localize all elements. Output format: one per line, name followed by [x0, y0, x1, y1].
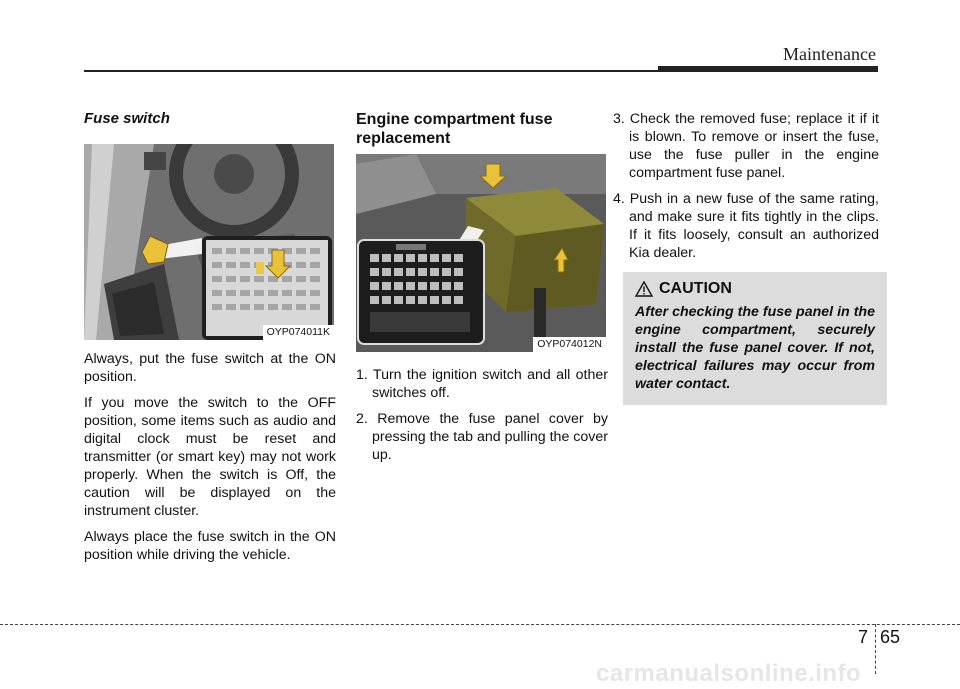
header-rule-accent — [658, 66, 878, 72]
list-item: 2. Remove the fuse panel cover by pressing the tab and pulling the cover up. — [356, 411, 608, 463]
page-number: 65 — [880, 627, 901, 647]
fuse-switch-illustration — [84, 144, 334, 340]
list-item: 1. Turn the ignition switch and all other switches off. — [356, 367, 608, 401]
list-item: 3. Check the removed fuse; replace it if it is blown. To remove or insert the fuse, use the fuse puller in the engine compartment fuse panel. — [613, 111, 879, 181]
steps-list — [613, 110, 879, 262]
running-header: Maintenance — [783, 44, 876, 64]
paragraph: If you move the switch to the OFF position, some items such as audio and digital clock must be reset and transmitter (or smart key) may not work properly. When the switch is Off, the caution will be displayed on the instrument cluster. — [84, 395, 336, 519]
engine-fuse-figure — [356, 154, 606, 352]
fuse-switch-figure — [84, 144, 334, 340]
caution-box — [623, 272, 887, 405]
footer-divider — [875, 624, 876, 674]
fuse-switch-heading: Fuse switch — [84, 110, 170, 127]
chapter-number: 7 — [858, 627, 869, 647]
caution-label: CAUTION — [659, 280, 732, 297]
list-item: 4. Push in a new fuse of the same rating, and make sure it fits tightly in the clips. If it fits loosely, consult an authorized Kia dealer. — [613, 191, 879, 261]
column-engine-fuse — [356, 110, 608, 472]
header-rule — [84, 70, 658, 72]
footer-rule — [0, 624, 960, 625]
paragraph: Always place the fuse switch in the ON position while driving the vehicle. — [84, 529, 336, 563]
caution-text: After checking the fuse panel in the engine compartment, securely install the fuse panel cover. If not, electrical failures may occur from water contact. — [635, 304, 875, 392]
column-fuse-steps — [613, 110, 879, 405]
paragraph: Always, put the fuse switch at the ON position. — [84, 351, 336, 385]
watermark: carmanualsonline.info — [596, 660, 862, 687]
caution-title — [635, 280, 875, 298]
engine-fuse-illustration — [356, 154, 606, 352]
engine-fuse-heading: Engine compartment fuse replacement — [356, 111, 553, 147]
figure-code: OYP074012N — [533, 337, 606, 352]
figure-code: OYP074011K — [263, 325, 334, 340]
steps-list — [356, 366, 608, 464]
column-fuse-switch — [84, 110, 336, 572]
warning-triangle-icon — [635, 281, 653, 297]
